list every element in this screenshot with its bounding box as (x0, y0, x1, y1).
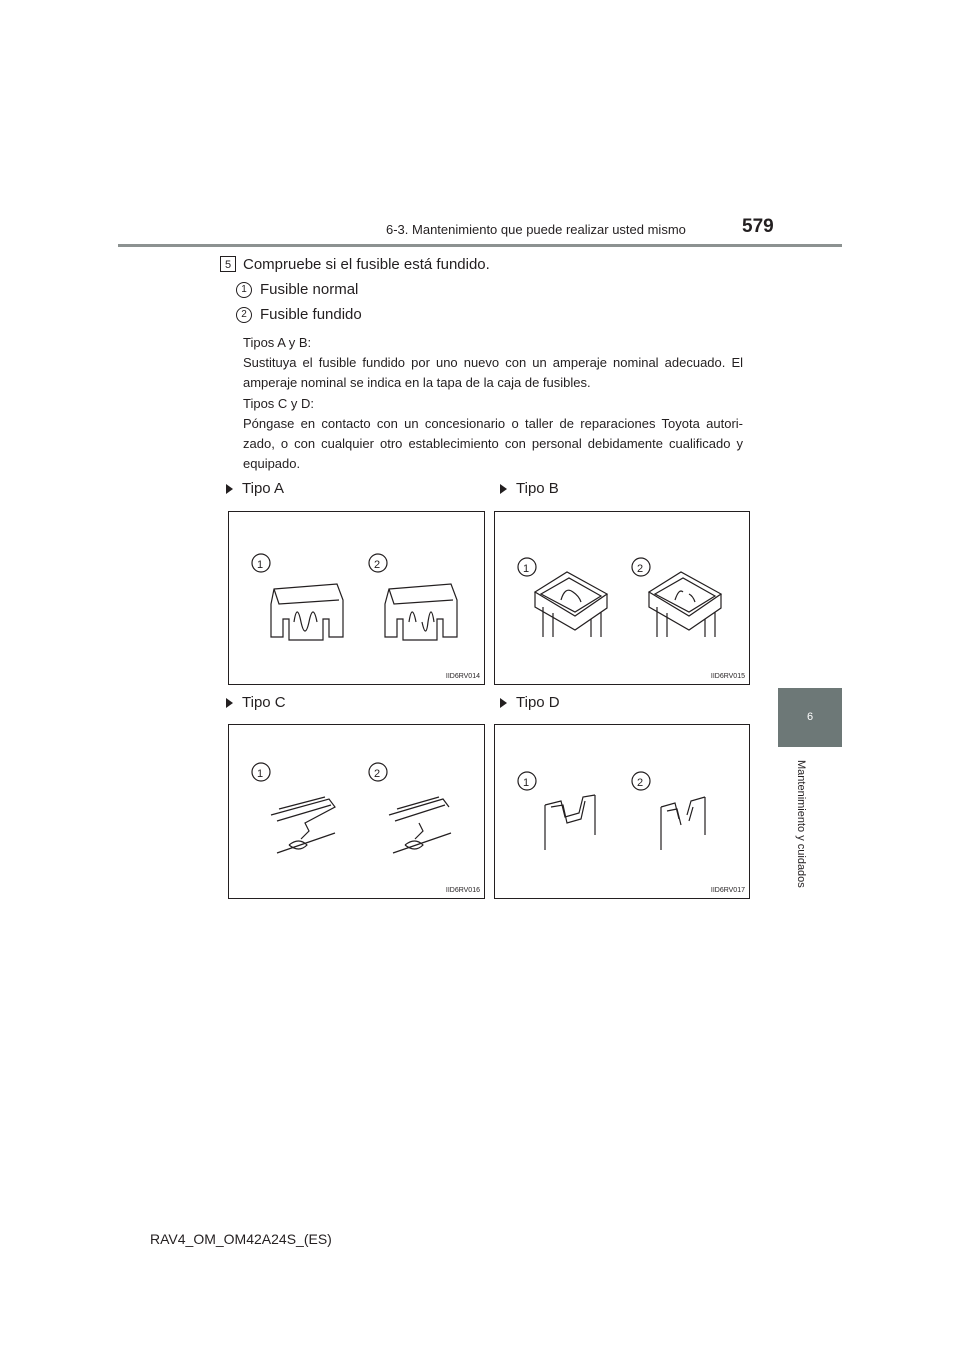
callout-number: 2 (637, 563, 644, 575)
figure-panel-type-d (494, 724, 750, 899)
note-body: Póngase en contacto con un concesionario o taller de reparaciones Toyota autori-zado, o con cualquier otro establecimiento con personal debidamente cualificado y equipado. (243, 416, 743, 471)
item-label: Fusible fundido (260, 306, 362, 323)
callout-circle: 2 (236, 307, 252, 323)
arrow-bullet-icon (226, 698, 233, 708)
section-title: 6-3. Mantenimiento que puede realizar usted mismo (386, 222, 686, 237)
arrow-bullet-icon (500, 484, 507, 494)
figure-title: Tipo B (516, 480, 559, 497)
figure-code: IID6RV016 (445, 887, 480, 894)
page-number: 579 (742, 216, 774, 237)
step-instruction: Compruebe si el fusible está fundido. (243, 256, 490, 273)
note-body: Sustituya el fusible fundido por uno nuevo con un amperaje nominal adecuado. El amperaje nominal se indica en la tapa de la caja de fusibles. (243, 355, 743, 390)
callout-number: 1 (257, 768, 264, 780)
note-block (243, 333, 743, 393)
fuse-type-d-illustration (495, 725, 751, 900)
callout-number: 2 (374, 768, 381, 780)
callout-number: 1 (523, 777, 530, 789)
callout-circle: 1 (236, 282, 252, 298)
figure-title: Tipo D (516, 694, 560, 711)
figure-code: IID6RV015 (710, 673, 745, 680)
figure-code: IID6RV017 (710, 887, 745, 894)
chapter-number: 6 (806, 711, 814, 723)
note-title: Tipos C y D: (243, 396, 315, 411)
figure-title: Tipo A (242, 480, 284, 497)
fuse-type-c-illustration (229, 725, 486, 900)
chapter-label: Mantenimiento y cuidados (795, 760, 807, 888)
item-label: Fusible normal (260, 281, 359, 298)
document-code: RAV4_OM_OM42A24S_(ES) (150, 1231, 332, 1247)
callout-number: 1 (257, 559, 264, 571)
figure-title: Tipo C (242, 694, 286, 711)
figure-panel-type-a (228, 511, 485, 685)
note-block (243, 394, 743, 474)
header-divider (118, 244, 842, 247)
arrow-bullet-icon (500, 698, 507, 708)
callout-number: 1 (523, 563, 530, 575)
fuse-type-b-illustration (495, 512, 751, 686)
figure-panel-type-c (228, 724, 485, 899)
note-title: Tipos A y B: (243, 335, 312, 350)
fuse-type-a-illustration (229, 512, 486, 686)
figure-panel-type-b (494, 511, 750, 685)
figure-code: IID6RV014 (445, 673, 480, 680)
arrow-bullet-icon (226, 484, 233, 494)
callout-number: 2 (637, 777, 644, 789)
callout-number: 2 (374, 559, 381, 571)
step-number-box: 5 (220, 256, 236, 272)
